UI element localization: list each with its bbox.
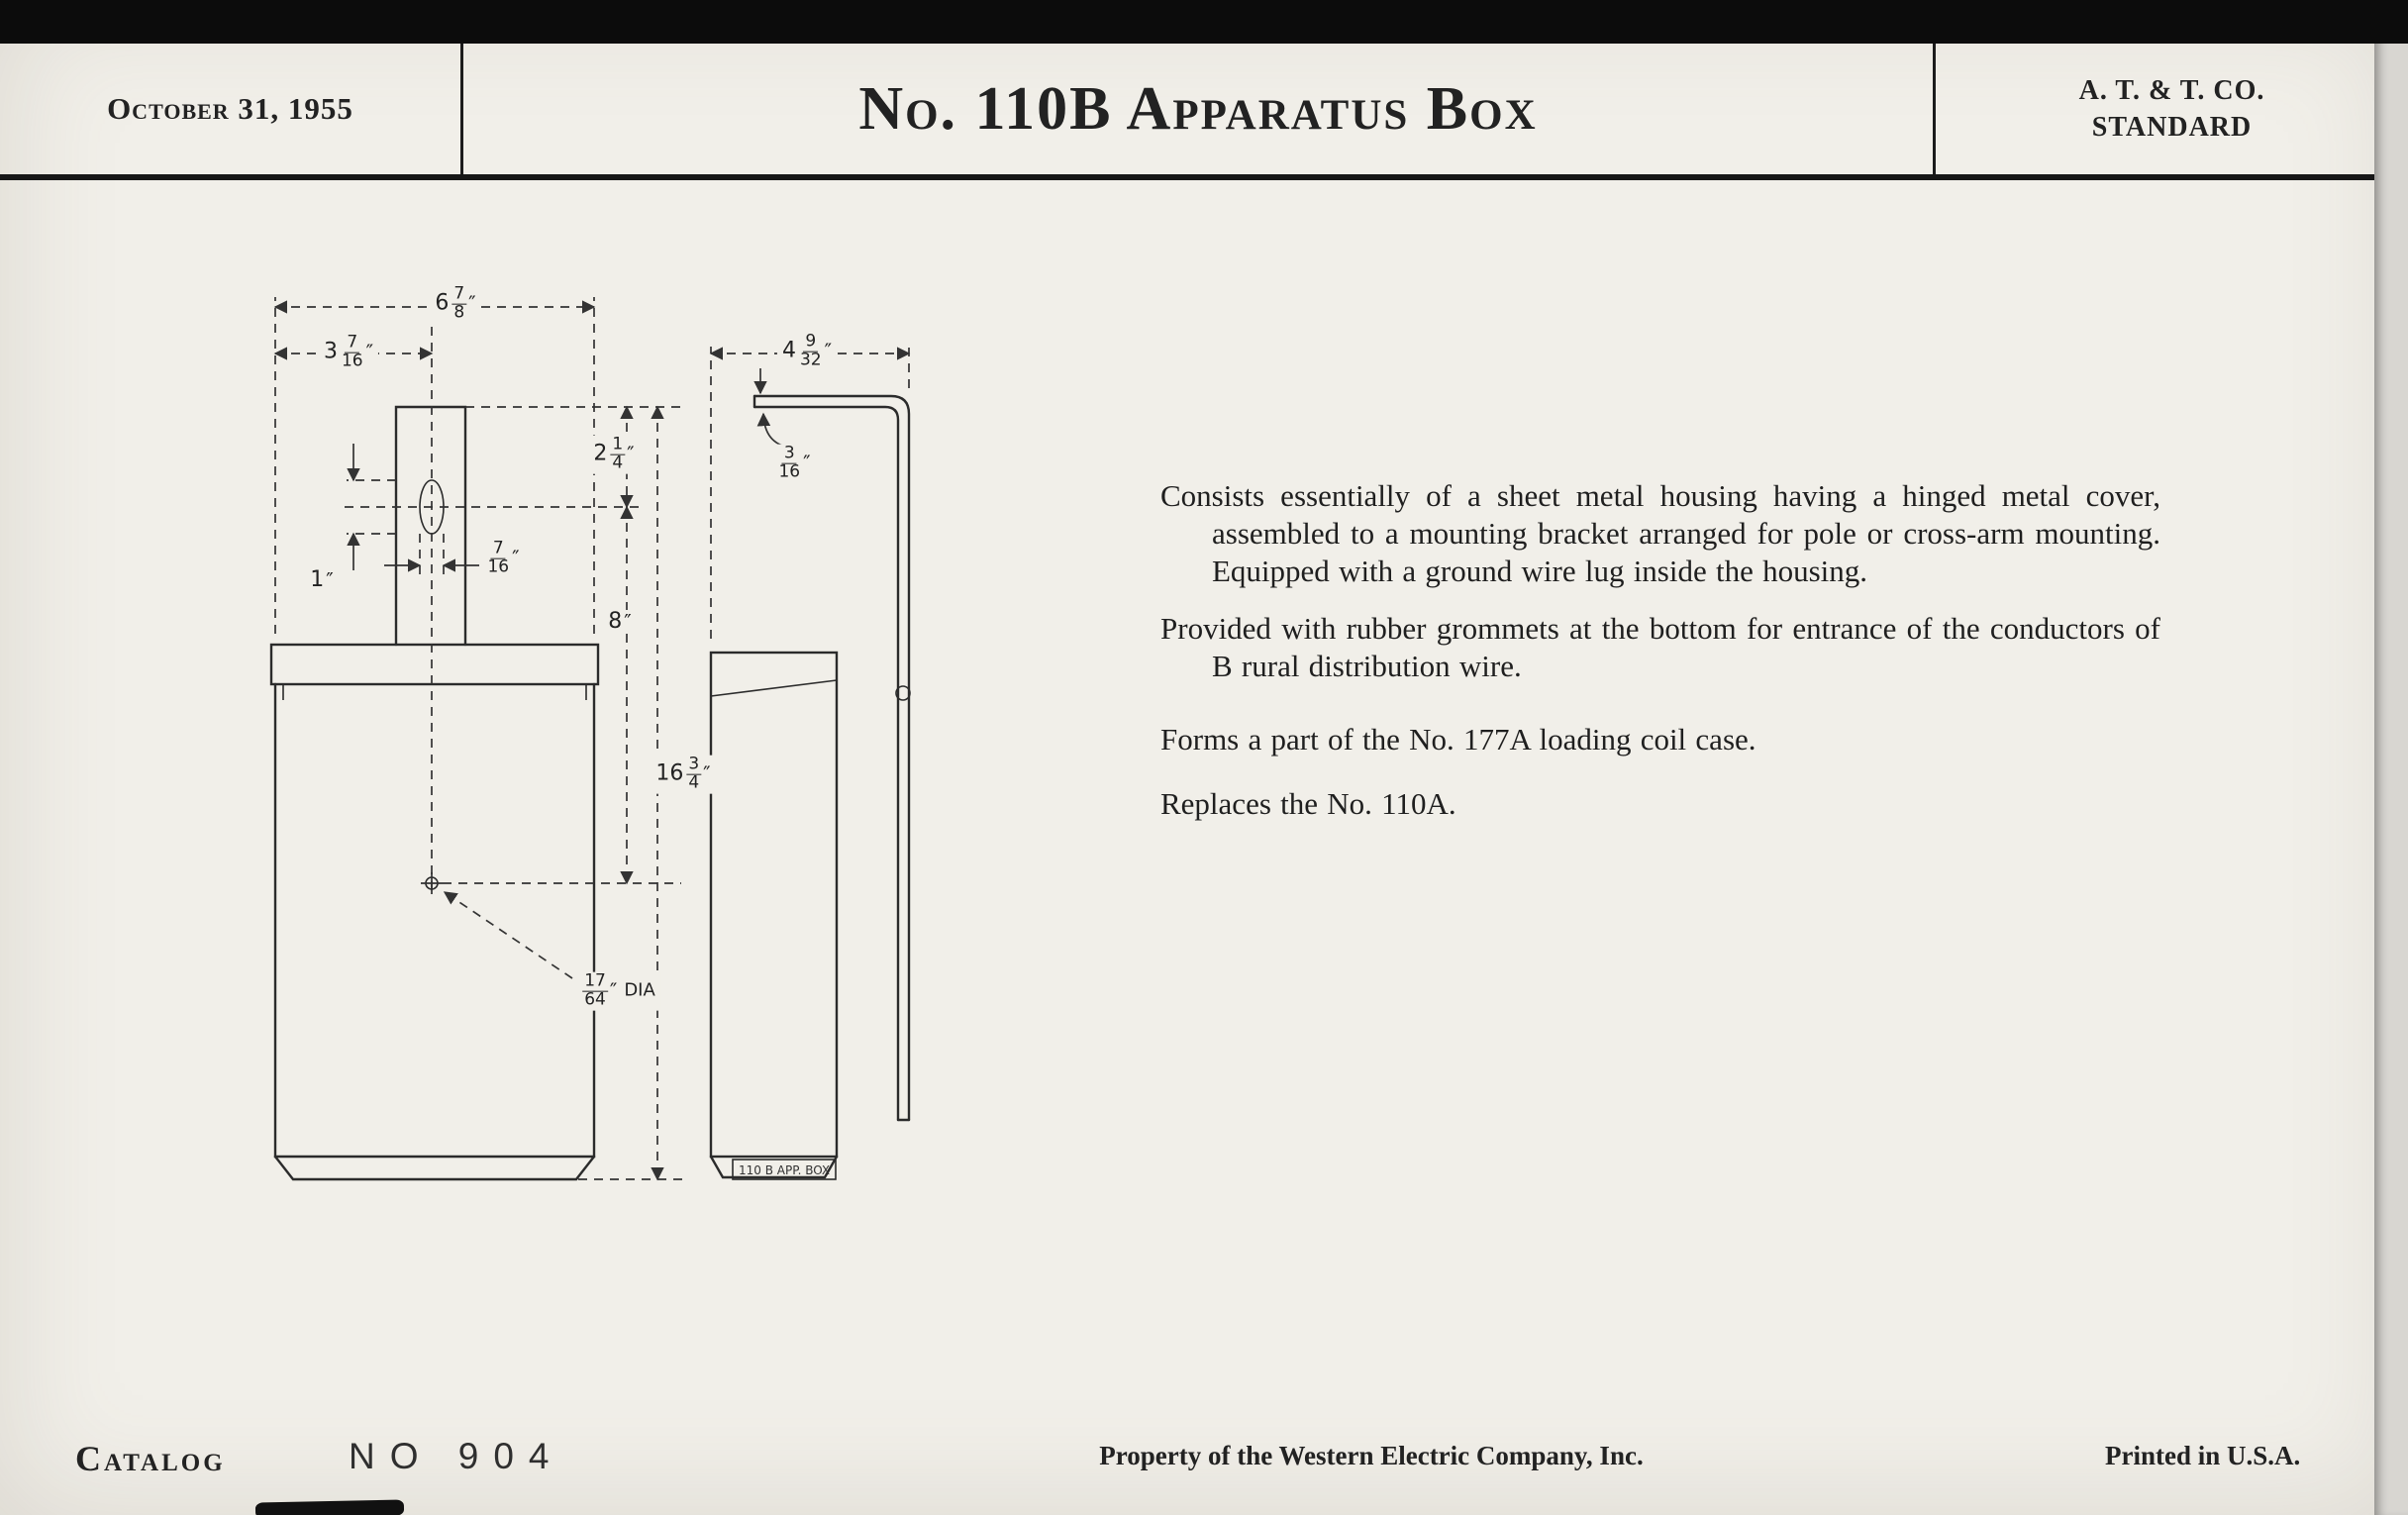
fraction: 3 4	[688, 754, 700, 793]
dim-bracket-thickness: 3 16 ″	[772, 445, 815, 483]
mounting-bracket-front	[396, 407, 465, 645]
issue-date: October 31, 1955	[107, 91, 353, 126]
dim-bracket-top-to-slot: 2 1 4 ″	[588, 436, 639, 474]
mounting-bracket-side-outer	[754, 396, 909, 1120]
fraction: 7 8	[453, 283, 465, 323]
header-title-cell	[460, 44, 1936, 174]
property-notice: Property of the Western Electric Company, Inc.	[1099, 1441, 1644, 1470]
mounting-hole-cross	[421, 872, 443, 894]
page-title: No. 110B Apparatus Box	[858, 74, 1538, 143]
description-paragraph: Forms a part of the No. 177A loading coil case.	[1160, 722, 1756, 757]
dim-overall-width: 6 7 8 ″	[430, 285, 480, 324]
dim-slot-length: 1 ″	[305, 568, 338, 592]
dim-overall-height: 16 3 4 ″	[651, 756, 715, 794]
side-view	[711, 396, 910, 1179]
front-dimension-lines	[275, 297, 683, 1179]
fraction: 7 16	[341, 332, 363, 371]
description	[1160, 477, 2160, 850]
printed-in-usa: Printed in U.S.A.	[2105, 1441, 2301, 1470]
fraction: 1 4	[612, 434, 624, 473]
description-paragraph: Replaces the No. 110A.	[1160, 786, 1456, 821]
fraction: 9 32	[799, 331, 822, 370]
dim-slot-width: 7 16 ″	[481, 540, 524, 578]
catalog-label: Catalog	[75, 1439, 226, 1478]
description-paragraph: Provided with rubber grommets at the bottom for entrance of the conductors of B rural distribution wire.	[1160, 611, 2160, 683]
fraction: 3 16	[778, 443, 801, 482]
mounting-bracket-side-inner	[754, 407, 898, 1120]
dim-depth: 4 9 32 ″	[777, 333, 837, 371]
scan-top-edge	[0, 0, 2408, 44]
fraction: 7 16	[487, 538, 510, 577]
cover-cap	[271, 645, 598, 684]
housing-base	[275, 1157, 594, 1179]
dim-hole-diameter: 17 64 ″ DIA	[577, 972, 660, 1011]
housing-front	[275, 684, 594, 1157]
org-name: A. T. & T. CO.	[2078, 75, 2265, 106]
description-paragraph: Consists essentially of a sheet metal housing having a hinged metal cover, assembled to a mounting bracket arranged for pole or cross-arm mounting. Equipped with a ground wire lug inside the housing.	[1160, 478, 2160, 588]
cover-tabs	[283, 684, 586, 700]
header-standard-cell	[1936, 44, 2408, 174]
scan-smudge	[255, 1499, 404, 1515]
side-dimension-lines	[711, 347, 909, 639]
stamp-text: 110 B APP. BOX	[739, 1163, 831, 1177]
page-edge-shadow	[2374, 0, 2408, 1515]
header	[0, 44, 2408, 174]
dim-slot-to-hole: 8 ″	[603, 610, 636, 634]
fraction: 17 64	[584, 970, 606, 1010]
standard-label: STANDARD	[2091, 112, 2253, 143]
dim-half-width: 3 7 16 ″	[319, 334, 378, 372]
housing-side	[711, 653, 837, 1157]
catalog-number-stamp: NO 904	[349, 1436, 564, 1476]
header-date-cell	[0, 44, 460, 174]
header-rule	[0, 174, 2408, 180]
cover-seam	[711, 680, 837, 696]
